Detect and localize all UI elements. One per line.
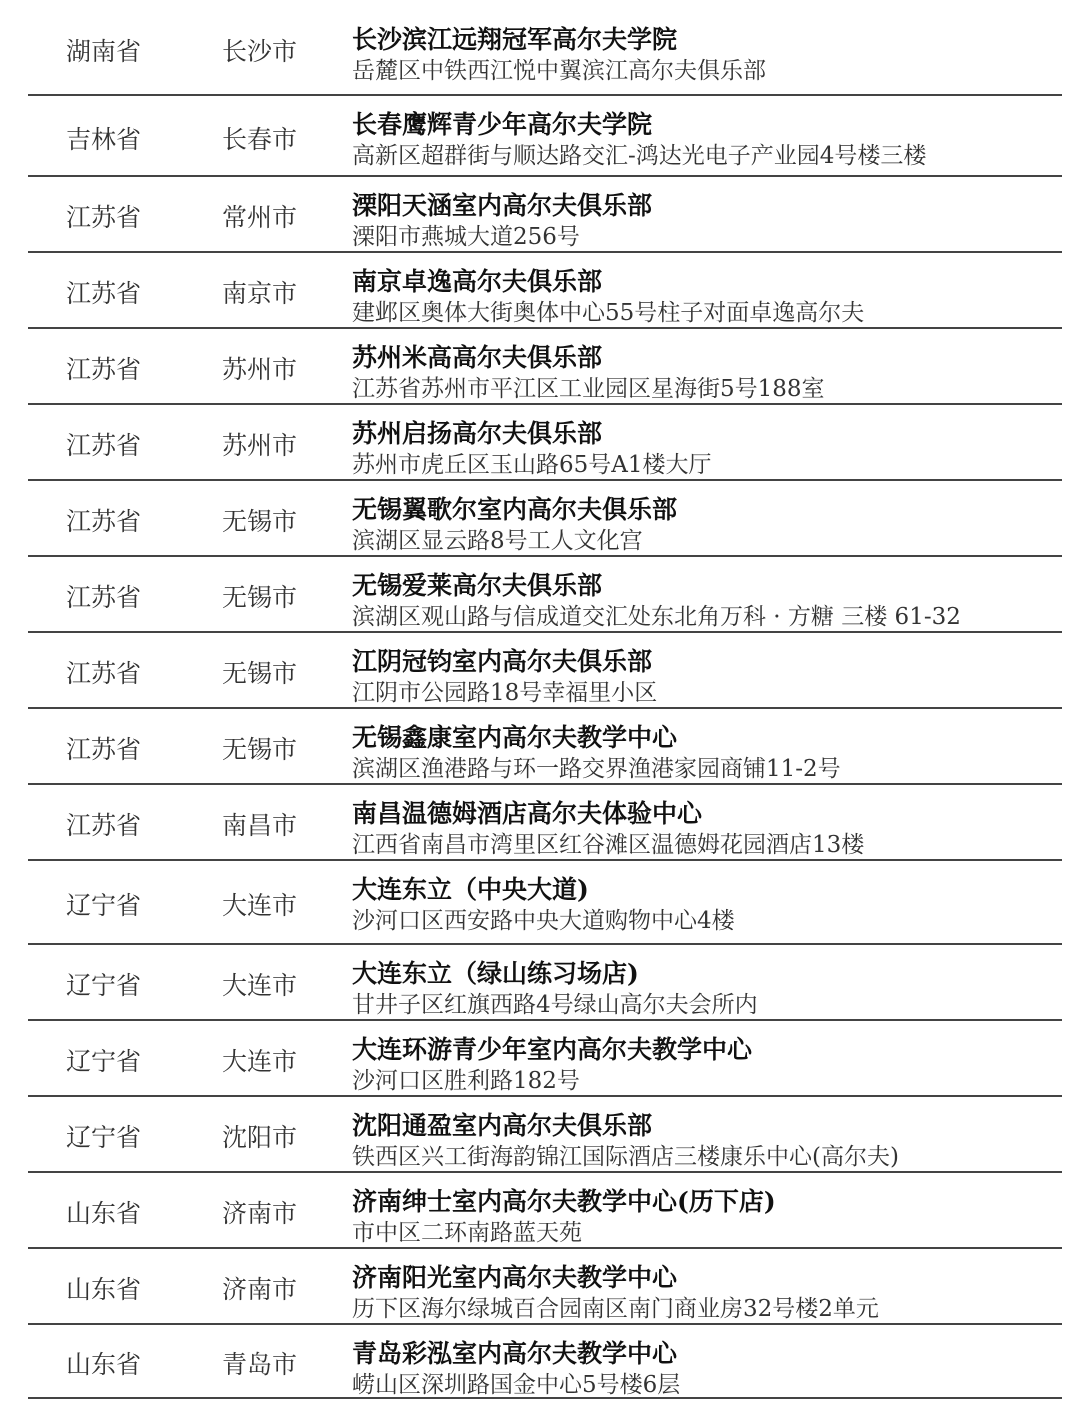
club-name: 苏州米高高尔夫俱乐部 [352,343,603,372]
club-name: 南京卓逸高尔夫俱乐部 [352,267,603,296]
club-name: 济南绅士室内高尔夫教学中心(历下店) [352,1187,776,1216]
province-cell: 江苏省 [66,279,142,308]
city-cell: 长春市 [222,125,298,154]
table-row [0,632,1080,708]
table-row [0,480,1080,556]
city-cell: 南昌市 [222,811,298,840]
province-cell: 江苏省 [66,659,142,688]
club-address: 铁西区兴工街海韵锦江国际酒店三楼康乐中心(高尔夫) [352,1144,899,1170]
table-row [0,1096,1080,1172]
table-row [0,708,1080,784]
province-cell: 辽宁省 [66,971,142,1000]
club-address: 江西省南昌市湾里区红谷滩区温德姆花园酒店13楼 [352,832,865,858]
club-address: 江苏省苏州市平江区工业园区星海街5号188室 [352,376,825,402]
club-address: 历下区海尔绿城百合园南区南门商业房32号楼2单元 [352,1296,879,1322]
table-row [0,252,1080,328]
city-cell: 济南市 [222,1199,298,1228]
city-cell: 济南市 [222,1275,298,1304]
table-row [0,176,1080,252]
club-name: 长沙滨江远翔冠军高尔夫学院 [352,25,678,54]
club-name: 苏州启扬高尔夫俱乐部 [352,419,603,448]
club-name: 沈阳通盈室内高尔夫俱乐部 [352,1111,653,1140]
province-cell: 山东省 [66,1199,142,1228]
club-address: 市中区二环南路蓝天苑 [352,1220,582,1246]
province-cell: 辽宁省 [66,1047,142,1076]
city-cell: 青岛市 [222,1350,298,1379]
province-cell: 江苏省 [66,507,142,536]
club-address: 崂山区深圳路国金中心5号楼6层 [352,1372,681,1398]
table-row [0,944,1080,1020]
table-row [0,404,1080,480]
province-cell: 江苏省 [66,735,142,764]
club-address: 甘井子区红旗西路4号绿山高尔夫会所内 [352,992,758,1018]
club-address: 建邺区奥体大街奥体中心55号柱子对面卓逸高尔夫 [352,300,865,326]
city-cell: 南京市 [222,279,298,308]
province-cell: 吉林省 [66,125,142,154]
club-address: 岳麓区中铁西江悦中翼滨江高尔夫俱乐部 [352,58,766,84]
province-cell: 山东省 [66,1350,142,1379]
table-row [0,328,1080,404]
club-address: 滨湖区显云路8号工人文化宫 [352,528,643,554]
table-row [0,1248,1080,1324]
city-cell: 无锡市 [222,659,298,688]
city-cell: 无锡市 [222,735,298,764]
province-cell: 湖南省 [66,37,142,66]
city-cell: 长沙市 [222,37,298,66]
city-cell: 苏州市 [222,431,298,460]
city-cell: 苏州市 [222,355,298,384]
club-name: 长春鹰辉青少年高尔夫学院 [352,110,653,139]
club-name: 无锡爱莱高尔夫俱乐部 [352,571,603,600]
table-row [0,1020,1080,1096]
city-cell: 无锡市 [222,507,298,536]
city-cell: 大连市 [222,891,298,920]
province-cell: 江苏省 [66,431,142,460]
club-name: 青岛彩泓室内高尔夫教学中心 [352,1339,678,1368]
city-cell: 常州市 [222,203,298,232]
club-address: 滨湖区渔港路与环一路交界渔港家园商铺11-2号 [352,756,841,782]
club-address: 沙河口区西安路中央大道购物中心4楼 [352,908,735,934]
table-row [0,860,1080,944]
province-cell: 辽宁省 [66,891,142,920]
province-cell: 辽宁省 [66,1123,142,1152]
table-row [0,784,1080,860]
city-cell: 大连市 [222,1047,298,1076]
city-cell: 大连市 [222,971,298,1000]
table-row [0,556,1080,632]
table-row [0,0,1080,95]
club-address: 高新区超群街与顺达路交汇-鸿达光电子产业园4号楼三楼 [352,143,927,169]
province-cell: 江苏省 [66,583,142,612]
club-name: 济南阳光室内高尔夫教学中心 [352,1263,678,1292]
province-cell: 江苏省 [66,203,142,232]
club-name: 无锡鑫康室内高尔夫教学中心 [352,723,678,752]
province-cell: 江苏省 [66,355,142,384]
club-name: 溧阳天涵室内高尔夫俱乐部 [352,191,653,220]
club-name: 大连东立（中央大道) [352,875,589,904]
club-name: 大连东立（绿山练习场店) [352,959,639,988]
club-name: 大连环游青少年室内高尔夫教学中心 [352,1035,753,1064]
club-address: 江阴市公园路18号幸福里小区 [352,680,658,706]
row-divider [28,1397,1062,1399]
table-row [0,1172,1080,1248]
province-cell: 江苏省 [66,811,142,840]
club-address: 滨湖区观山路与信成道交汇处东北角万科 · 方糖 三楼 61-32 [352,604,961,630]
table-row [0,95,1080,176]
club-address: 溧阳市燕城大道256号 [352,224,580,250]
province-cell: 山东省 [66,1275,142,1304]
club-name: 无锡翼歌尔室内高尔夫俱乐部 [352,495,678,524]
city-cell: 沈阳市 [222,1123,298,1152]
club-address: 苏州市虎丘区玉山路65号A1楼大厅 [352,452,712,478]
club-name: 南昌温德姆酒店高尔夫体验中心 [352,799,703,828]
club-address: 沙河口区胜利路182号 [352,1068,580,1094]
club-name: 江阴冠钧室内高尔夫俱乐部 [352,647,653,676]
city-cell: 无锡市 [222,583,298,612]
table-row [0,1324,1080,1398]
